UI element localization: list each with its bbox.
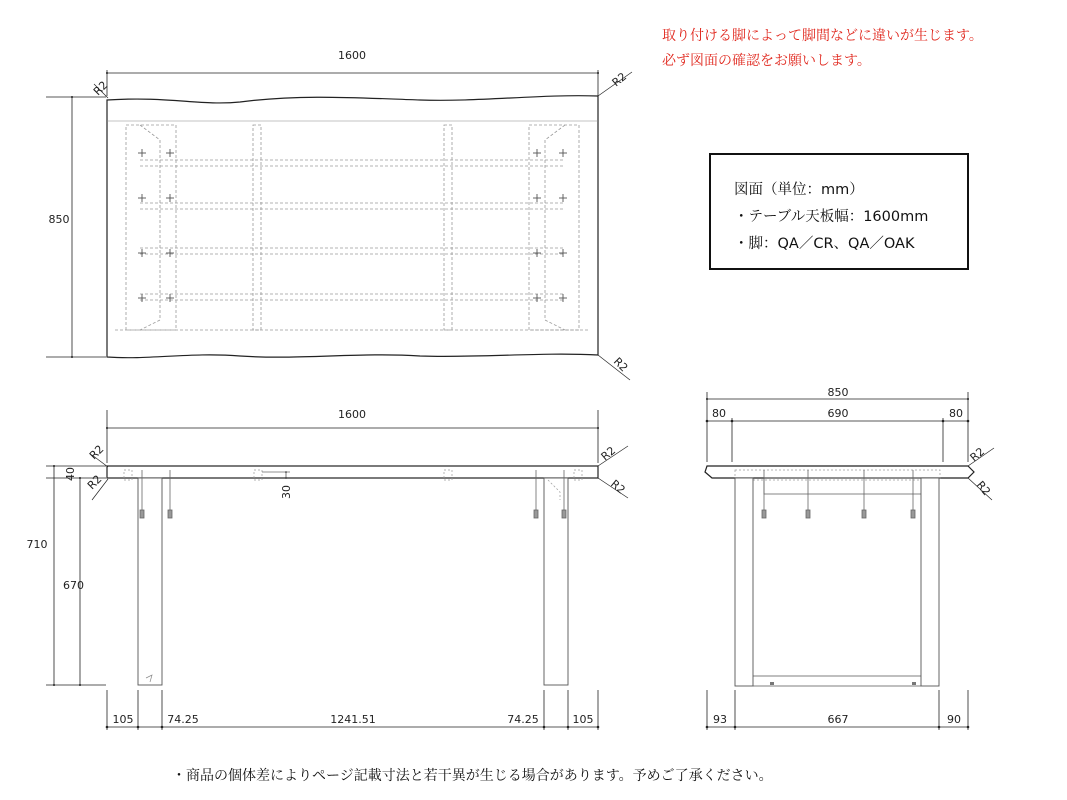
side-top-2: 80 — [949, 407, 963, 420]
front-spacing-3: 74.25 — [507, 713, 539, 726]
side-leg-right — [921, 478, 939, 686]
front-width-label: 1600 — [338, 408, 366, 421]
side-bottom-2: 90 — [947, 713, 961, 726]
top-radius-br: R2 — [610, 354, 631, 375]
front-radius-bl: R2 — [84, 472, 105, 493]
side-depth-label: 850 — [827, 386, 849, 399]
side-radius-top: R2 — [967, 444, 988, 465]
info-legs: ・脚：QA／CR、QA／OAK — [734, 236, 915, 252]
side-top-1: 690 — [827, 407, 849, 420]
front-spacing-2: 1241.51 — [330, 713, 376, 726]
front-leg-right — [544, 478, 568, 685]
side-leg-left — [735, 478, 753, 686]
warning-note — [662, 24, 983, 74]
side-bottom-0: 93 — [713, 713, 727, 726]
side-view — [705, 386, 994, 730]
info-box — [709, 153, 969, 270]
front-spacing-4: 105 — [572, 713, 594, 726]
front-apron-label: 30 — [280, 485, 293, 499]
front-view — [27, 408, 629, 730]
info-title: 図面（単位：mm） — [734, 182, 864, 198]
top-radius-tl: R2 — [90, 78, 111, 99]
front-total-height-label: 710 — [26, 538, 48, 551]
top-radius-tr: R2 — [609, 69, 630, 90]
info-width: ・テーブル天板幅：1600mm — [734, 209, 929, 225]
warning-line-2: 必ず図面の確認をお願いします。 — [662, 53, 871, 69]
side-radius-bottom: R2 — [973, 478, 994, 499]
side-top-slab — [705, 466, 974, 478]
top-view — [46, 49, 632, 380]
top-width-label: 1600 — [338, 49, 366, 62]
side-top-0: 80 — [712, 407, 726, 420]
front-leg-height-label: 670 — [63, 579, 84, 592]
side-bottom-1: 667 — [827, 713, 849, 726]
front-radius-tr: R2 — [598, 443, 619, 464]
top-outline — [107, 96, 598, 358]
warning-line-1: 取り付ける脚によって脚間などに違いが生じます。 — [662, 28, 983, 44]
front-spacing-1: 74.25 — [167, 713, 199, 726]
front-radius-br: R2 — [608, 477, 628, 497]
top-depth-label: 850 — [48, 213, 70, 226]
front-radius-tl: R2 — [86, 442, 107, 463]
front-spacing-0: 105 — [112, 713, 134, 726]
front-thickness-label: 40 — [64, 467, 77, 481]
footer-note: ・商品の個体差によりページ記載寸法と若干異が生じる場合があります。予めご了承ください。 — [172, 768, 773, 784]
front-top-slab — [107, 466, 598, 478]
